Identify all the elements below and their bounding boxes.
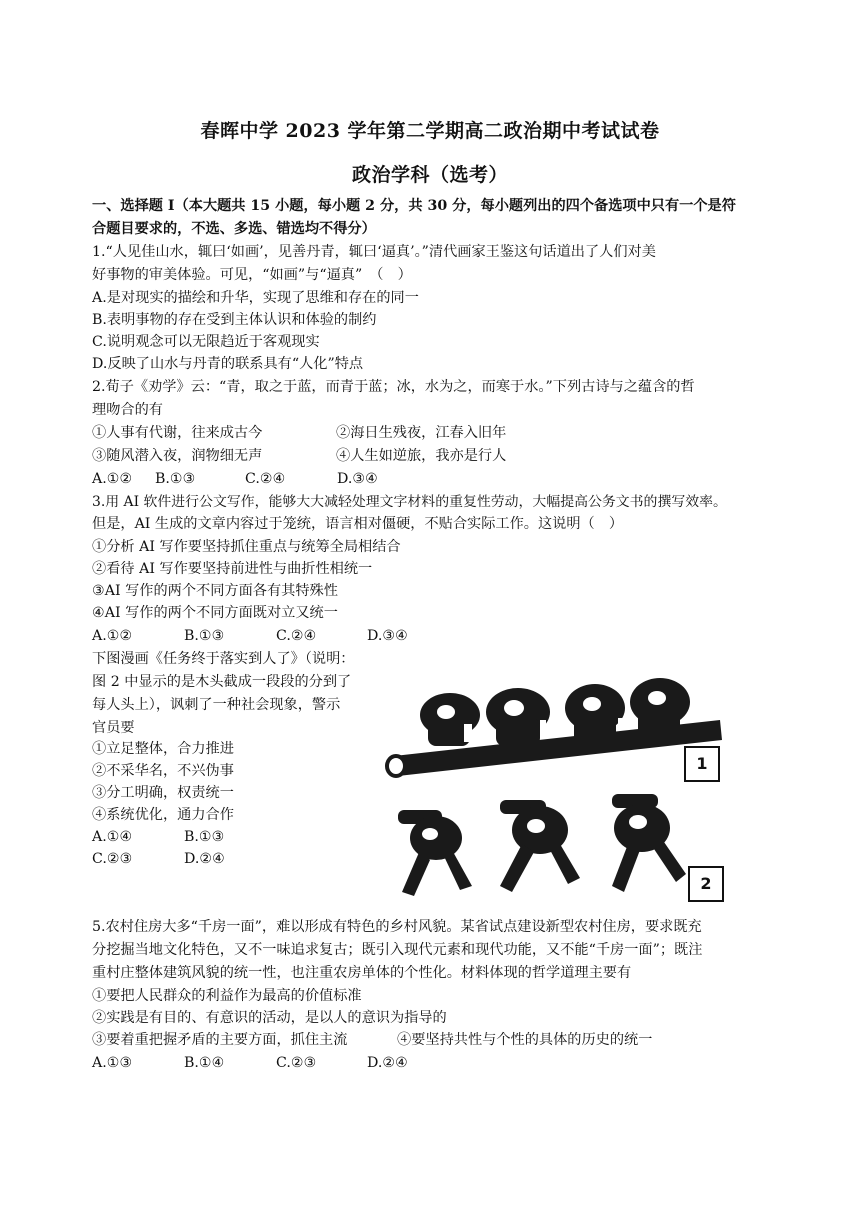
q3-item-1: ①分析 AI 写作要坚持抓住重点与统筹全局相结合	[92, 539, 401, 555]
q3-option-c: C.②④	[276, 628, 317, 644]
q4-item-1: ①立足整体，合力推进	[92, 741, 234, 757]
q3-item-3: ③AI 写作的两个不同方面各有其特殊性	[92, 583, 338, 599]
q2-stem-cont: 理吻合的有	[92, 402, 163, 418]
q3-item-4: ④AI 写作的两个不同方面既对立又统一	[92, 605, 338, 621]
q5-option-b: B.①④	[184, 1055, 225, 1071]
q5-item-1: ①要把人民群众的利益作为最高的价值标准	[92, 988, 362, 1004]
q4-stem-cont3: 官员要	[92, 720, 135, 736]
q2-option-d: D.③④	[337, 471, 378, 487]
q5-option-d: D.②④	[367, 1055, 408, 1071]
q3-option-d: D.③④	[367, 628, 408, 644]
q2-option-c: C.②④	[245, 471, 286, 487]
q4-item-3: ③分工明确，权责统一	[92, 785, 234, 801]
q4-item-4: ④系统优化，通力合作	[92, 807, 234, 823]
q2-item-2: ②海日生残夜，江春入旧年	[336, 425, 507, 441]
section-heading-cont: 合题目要求的，不选、多选、错选均不得分）	[92, 221, 376, 237]
page-title: 春晖中学 2023 学年第二学期高二政治期中考试试卷	[200, 120, 660, 142]
q5-item-3: ③要着重把握矛盾的主要方面，抓住主流	[92, 1032, 348, 1048]
q2-item-4: ④人生如逆旅，我亦是行人	[336, 448, 507, 464]
q4-option-d: D.②④	[184, 851, 225, 867]
q1-option-d: D.反映了山水与丹青的联系具有“人化”特点	[92, 356, 364, 372]
page-subtitle: 政治学科（选考）	[351, 164, 508, 186]
q4-stem: 下图漫画《任务终于落实到人了》（说明：	[92, 651, 355, 667]
q2-stem: 2.荀子《劝学》云：“青，取之于蓝，而青于蓝；冰，水为之，而寒于水。”下列古诗与之蕴含的哲	[92, 379, 695, 395]
q3-option-a: A.①②	[92, 628, 133, 644]
q5-item-2: ②实践是有目的、有意识的活动，是以人的意识为指导的	[92, 1010, 447, 1026]
q1-option-c: C.说明观念可以无限趋近于客观现实	[92, 334, 320, 350]
q4-item-2: ②不采华名，不兴伪事	[92, 763, 234, 779]
q1-option-b: B.表明事物的存在受到主体认识和体验的制约	[92, 312, 377, 328]
q5-stem-cont: 分挖掘当地文化特色，又不一味追求复古；既引入现代元素和现代功能，又不能“千房一面”；既注	[92, 942, 703, 958]
q2-option-a: A.①②	[92, 471, 133, 487]
q5-option-c: C.②③	[276, 1055, 317, 1071]
q4-stem-cont: 图 2 中显示的是木头截成一段段的分到了	[92, 674, 352, 690]
panel-2-label: 2	[688, 866, 724, 902]
q2-item-3: ③随风潜入夜，润物细无声	[92, 448, 263, 464]
q1-stem: 1.“人见佳山水，辄曰‘如画’，见善丹青，辄曰‘逼真’。”清代画家王鉴这句话道出了人们对美	[92, 244, 656, 260]
q3-option-b: B.①③	[184, 628, 225, 644]
panel-1-label: 1	[684, 746, 720, 782]
q2-item-1: ①人事有代谢，往来成古今	[92, 425, 263, 441]
q5-option-a: A.①③	[92, 1055, 133, 1071]
q3-stem-cont: 但是，AI 生成的文章内容过于笼统，语言相对僵硬，不贴合实际工作。这说明（ ）	[92, 516, 624, 532]
q5-stem: 5.农村住房大多“千房一面”，难以形成有特色的乡村风貌。某省试点建设新型农村住房，要求既充	[92, 919, 702, 935]
q1-stem-cont: 好事物的审美体验。可见，“如画”与“逼真” （ ）	[92, 267, 412, 283]
q3-stem: 3.用 AI 软件进行公文写作，能够大大减轻处理文字材料的重复性劳动，大幅提高公务文书的撰写效率。	[92, 494, 727, 510]
q1-option-a: A.是对现实的描绘和升华，实现了思维和存在的同一	[92, 290, 419, 306]
q5-stem-cont2: 重村庄整体建筑风貌的统一性，也注重农房单体的个性化。材料体现的哲学道理主要有	[92, 965, 632, 981]
cartoon-illustration	[380, 660, 730, 910]
q3-item-2: ②看待 AI 写作要坚持前进性与曲折性相统一	[92, 561, 373, 577]
q4-option-b: B.①③	[184, 829, 225, 845]
q4-option-a: A.①④	[92, 829, 133, 845]
cartoon-drawing	[380, 660, 730, 910]
q4-stem-cont2: 每人头上），讽刺了一种社会现象，警示	[92, 697, 341, 713]
q2-option-b: B.①③	[155, 471, 196, 487]
q5-item-4: ④要坚持共性与个性的具体的历史的统一	[397, 1032, 653, 1048]
section-heading: 一、选择题 I（本大题共 15 小题，每小题 2 分，共 30 分，每小题列出的四个备选项中只有一个是符	[92, 198, 736, 214]
q4-option-c: C.②③	[92, 851, 133, 867]
